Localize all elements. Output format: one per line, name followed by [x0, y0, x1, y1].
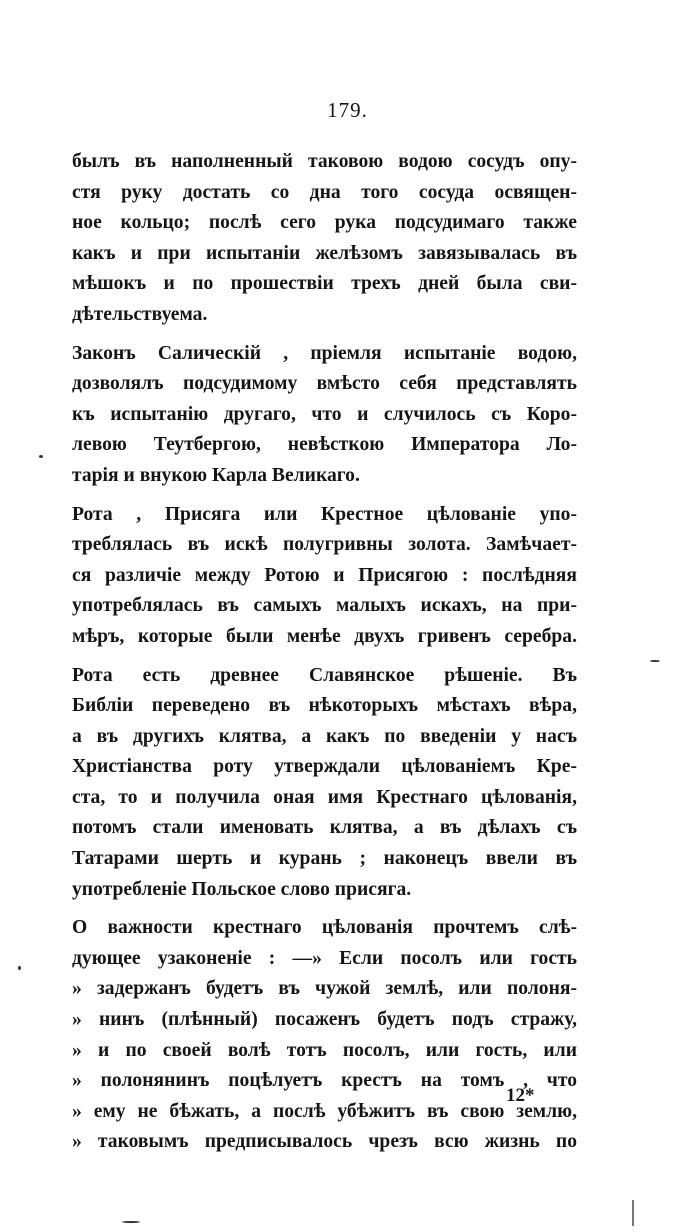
text-line: а въ другихъ клятва, а какъ по введеніи у насъ [72, 725, 577, 747]
print-speck [39, 455, 43, 458]
paragraph [72, 913, 577, 1158]
text-line: Законъ Салическій , пріемля испытаніе водою, [72, 342, 577, 364]
text-line: дѣтельствуема. [72, 303, 208, 325]
text-line: » и по своей волѣ тотъ посолъ, или гость, или [72, 1039, 577, 1061]
text-line: » задержанъ будетъ въ чужой землѣ, или полоня- [72, 978, 577, 1000]
text-line: дозволялъ подсудимому вмѣсто себя представлять [72, 373, 577, 395]
text-line: » нинъ (плѣнный) посаженъ будетъ подъ стражу, [72, 1009, 577, 1031]
text-line: былъ въ наполненный таковою водою сосудъ опу- [72, 151, 577, 172]
print-speck [650, 660, 660, 662]
text-line: мѣшокъ и по прошествіи трехъ дней была сви- [72, 273, 577, 295]
text-line: потомъ стали именовать клятва, а въ дѣлахъ съ [72, 817, 577, 839]
catchword: 12* [506, 1085, 535, 1106]
paragraph [72, 500, 577, 653]
text-line: употребленіе Польское слово присяга. [72, 878, 412, 900]
body-text [72, 147, 577, 1158]
text-line: ное кольцо; послѣ сего рука подсудимаго также [72, 212, 577, 234]
text-line: употреблялась въ самыхъ малыхъ искахъ, на при- [72, 595, 577, 617]
text-line: какъ и при испытаніи желѣзомъ завязывалась въ [72, 242, 577, 264]
text-line: ся различіе между Ротою и Присягою : послѣдняя [72, 564, 577, 586]
text-line: О важности крестнаго цѣлованія прочтемъ слѣ- [72, 917, 577, 939]
text-line: мѣръ, которые были менѣе двухъ гривенъ серебра. [72, 625, 577, 647]
text-line: дующее узаконеніе : —» Если посолъ или гость [72, 947, 577, 969]
text-line: левою Теутбергою, невѣсткою Императора Ло- [72, 434, 577, 456]
text-line: Библіи переведено въ нѣкоторыхъ мѣстахъ вѣра, [72, 695, 577, 717]
text-line: » ему не бѣжать, а послѣ убѣжитъ въ свою землю, [72, 1100, 577, 1122]
text-line: Рота есть древнее Славянское рѣшеніе. Въ [72, 664, 577, 686]
text-line: тарія и внукою Карла Великаго. [72, 464, 360, 486]
text-line: стя руку достать со дна того сосуда освящен- [72, 181, 577, 203]
paragraph [72, 147, 577, 331]
paragraph [72, 339, 577, 492]
text-line: треблялась въ искѣ полугривны золота. Замѣчает- [72, 534, 577, 556]
page-number: 179. [327, 98, 368, 122]
text-line: Татарами шерть и курань ; наконецъ ввели въ [72, 848, 577, 870]
text-line: ста, то и получила оная имя Крестнаго цѣлованія, [72, 786, 577, 808]
paragraph [72, 661, 577, 906]
print-speck [18, 966, 21, 970]
text-line: » таковымъ предписывалось чрезъ всю жизнь по [72, 1131, 577, 1153]
text-line: Христіанства роту утверждали цѣлованіемъ Кре- [72, 756, 577, 778]
text-line: » полонянинъ поцѣлуетъ крестъ на томъ , что [72, 1070, 577, 1092]
text-line: къ испытанію другаго, что и случилось съ Коро- [72, 403, 577, 425]
text-line: Рота , Присяга или Крестное цѣлованіе упо- [72, 503, 577, 525]
print-speck [122, 1221, 140, 1223]
print-speck [632, 1200, 634, 1226]
